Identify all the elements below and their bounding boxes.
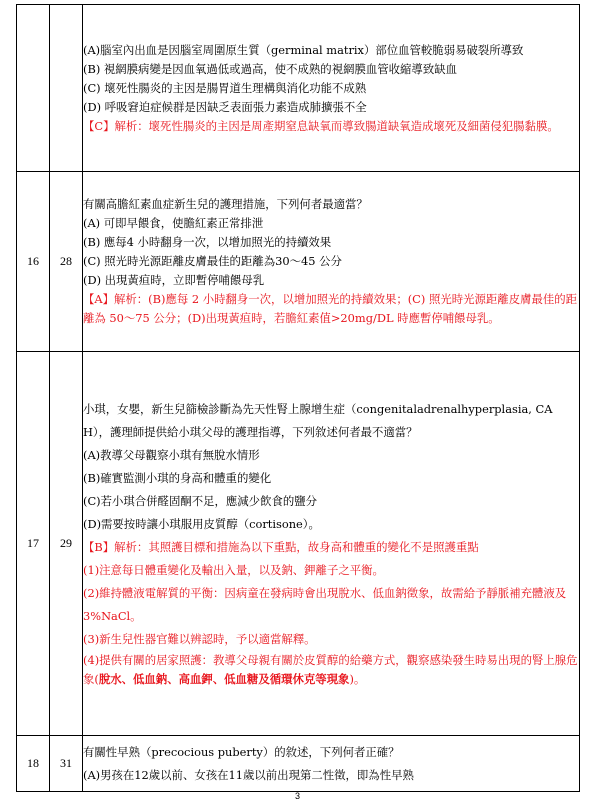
option-text: (A)男孩在12歲以前、女孩在11歲以前出現第二性徵，即為性早熟: [83, 767, 414, 782]
answer-explanation: 【B】解析：其照護目標和措施為以下重點，故身高和體重的變化不是照護重點: [83, 540, 479, 554]
page-number: 3: [294, 791, 300, 801]
note-text-end: )。: [349, 672, 366, 686]
explanation-note: (1)注意每日體重變化及輸出入量，以及鈉、鉀離子之平衡。: [83, 563, 384, 577]
option-text: (D) 出現黃疸時，立即暫停哺餵母乳: [83, 273, 265, 287]
note-emphasis: 脫水、低血鈉、高血鉀、低血糖及循環休克等現象: [98, 672, 350, 686]
question-body-cell: [83, 736, 580, 792]
answer-explanation: 【A】解析：(B)應每 2 小時翻身一次，以增加照光的持續效果；(C) 照光時光源距離皮膚最佳的距離為 50～75 公分；(D)出現黃疸時，若膽紅素值>20mg/DL 時應暫停哺餵母乳。: [83, 292, 578, 325]
option-text: (D) 呼吸窘迫症候群是因缺乏表面張力素造成肺擴張不全: [83, 99, 367, 114]
question-number-cell: [17, 5, 50, 172]
explanation-note: (3)新生兒性器官難以辨認時，予以適當解釋。: [83, 632, 316, 646]
question-table: [16, 4, 580, 792]
option-text: (B) 應每4 小時翻身一次，以增加照光的持續效果: [83, 235, 332, 249]
question-stem: 有關性早熟（precocious puberty）的敘述，下列何者正確？: [83, 744, 400, 759]
option-text: (B) 視網膜病變是因血氧過低或過高，使不成熟的視網膜血管收縮導致缺血: [83, 61, 457, 76]
table-row: [17, 736, 580, 792]
question-id-cell: [50, 5, 83, 172]
table-row: [17, 172, 580, 352]
question-id-cell: 28: [50, 172, 83, 352]
table-row: [17, 352, 580, 736]
question-body-cell: [83, 172, 580, 352]
question-number-cell: 17: [17, 352, 50, 736]
option-text: (C)若小琪合併醛固酮不足，應減少飲食的鹽分: [83, 494, 318, 508]
question-number-cell: 18: [17, 736, 50, 792]
note-text: (4)提供有關的居家照護：教導父母親有關於皮質醇的給藥方式，觀察感染發生時易出現的腎上腺危象(: [83, 653, 578, 686]
question-id-cell: 29: [50, 352, 83, 736]
question-body-cell: [83, 352, 580, 736]
option-text: (B)確實監測小琪的身高和體重的變化: [83, 471, 272, 485]
explanation-note: (2)維持體液電解質的平衡：因病童在發病時會出現脫水、低血鈉徵象，故需給予靜脈補充體液及3%NaCl。: [83, 586, 567, 623]
question-body-cell: [83, 5, 580, 172]
explanation-note: [83, 651, 579, 689]
answer-explanation: 【C】解析：壞死性腸炎的主因是周產期窒息缺氧而導致腸道缺氧造成壞死及細菌侵犯腸黏膜。: [83, 118, 559, 133]
question-stem: 小琪，女嬰，新生兒篩檢診斷為先天性腎上腺增生症（congenitaladrenalhyperplasia, CAH），護理師提供給小琪父母的護理指導，下列敘述何者最不適當？: [83, 402, 553, 439]
question-number-cell: 16: [17, 172, 50, 352]
question-stem: 有關高膽紅素血症新生兒的護理措施，下列何者最適當？: [83, 197, 368, 211]
question-id-cell: 31: [50, 736, 83, 792]
option-text: (D)需要按時讓小琪服用皮質醇（cortisone）。: [83, 517, 320, 531]
option-text: (C) 照光時光源距離皮膚最佳的距離為30～45 公分: [83, 254, 342, 268]
option-text: (C) 壞死性腸炎的主因是腸胃道生理構與消化功能不成熟: [83, 80, 367, 95]
option-text: (A) 可即早餵食，使膽紅素正常排泄: [83, 216, 264, 230]
option-text: (A)腦室內出血是因腦室周圍原生質（germinal matrix）部位血管較脆弱易破裂所導致: [83, 42, 524, 57]
option-text: (A)教導父母觀察小琪有無脫水情形: [83, 448, 260, 462]
table-row: [17, 5, 580, 172]
